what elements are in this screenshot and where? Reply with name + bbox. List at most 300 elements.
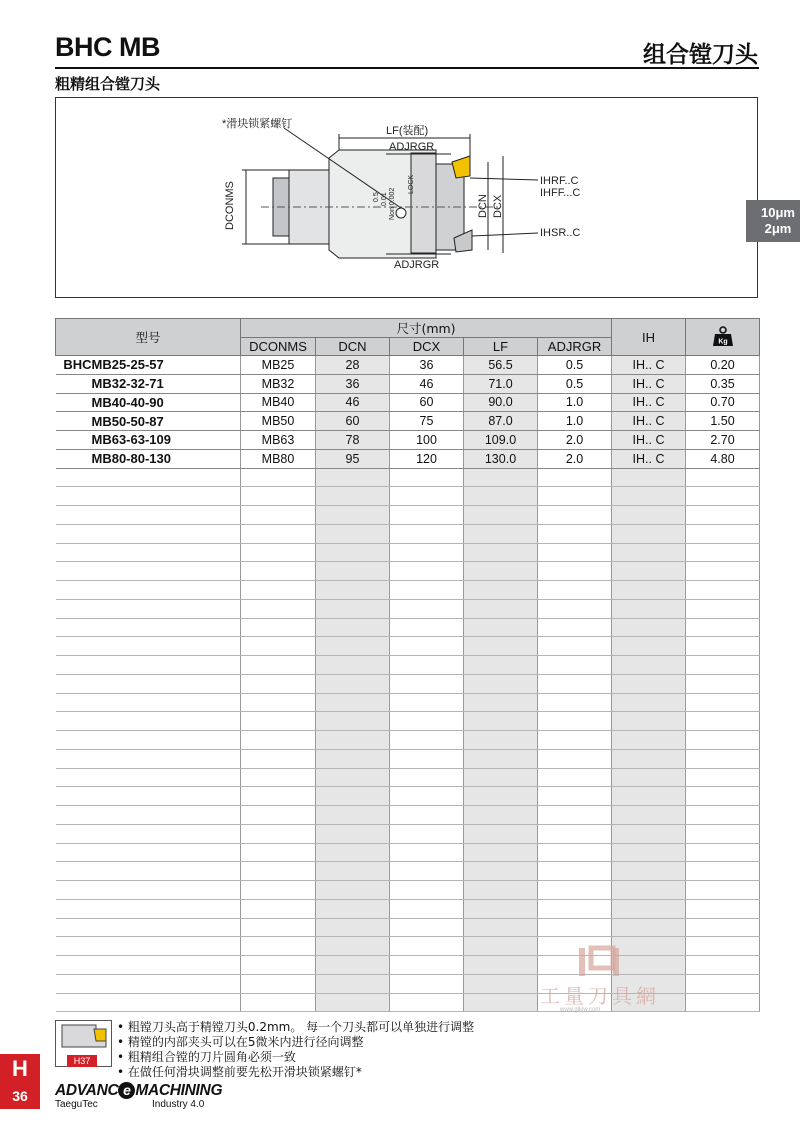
empty-cell bbox=[241, 806, 316, 825]
empty-cell bbox=[686, 487, 760, 506]
empty-cell bbox=[464, 956, 538, 975]
header-dconms: DCONMS bbox=[241, 338, 316, 356]
note-item: • 在做任何滑块调整前要先松开滑块锁紧螺钉* bbox=[117, 1065, 474, 1080]
empty-cell bbox=[390, 768, 464, 787]
empty-cell bbox=[56, 974, 241, 993]
dcn-cell: 36 bbox=[316, 374, 390, 393]
weight-icon-label: Kg bbox=[717, 338, 728, 345]
empty-cell bbox=[390, 993, 464, 1012]
empty-cell bbox=[464, 712, 538, 731]
empty-cell bbox=[686, 956, 760, 975]
empty-cell bbox=[316, 543, 390, 562]
empty-cell bbox=[612, 656, 686, 675]
empty-cell bbox=[241, 506, 316, 525]
dcn-cell: 60 bbox=[316, 412, 390, 431]
scale-label-3: Non 0.002 bbox=[389, 187, 396, 220]
weight-cell: 4.80 bbox=[686, 449, 760, 468]
empty-cell bbox=[56, 937, 241, 956]
empty-cell bbox=[538, 862, 612, 881]
empty-cell bbox=[56, 674, 241, 693]
empty-cell bbox=[538, 637, 612, 656]
empty-row bbox=[56, 956, 760, 975]
empty-cell bbox=[612, 618, 686, 637]
empty-row bbox=[56, 843, 760, 862]
empty-cell bbox=[316, 974, 390, 993]
lf-cell: 87.0 bbox=[464, 412, 538, 431]
empty-cell bbox=[390, 918, 464, 937]
empty-cell bbox=[612, 843, 686, 862]
empty-cell bbox=[241, 974, 316, 993]
empty-row bbox=[56, 618, 760, 637]
model-cell bbox=[56, 356, 241, 375]
empty-cell bbox=[316, 693, 390, 712]
header-ih: IH bbox=[612, 319, 686, 356]
empty-cell bbox=[56, 881, 241, 900]
notes-list bbox=[117, 1020, 474, 1080]
empty-cell bbox=[538, 731, 612, 750]
empty-cell bbox=[612, 899, 686, 918]
empty-cell bbox=[686, 749, 760, 768]
empty-cell bbox=[464, 862, 538, 881]
empty-cell bbox=[390, 599, 464, 618]
model-cell bbox=[56, 431, 241, 450]
empty-row bbox=[56, 918, 760, 937]
empty-cell bbox=[56, 843, 241, 862]
empty-cell bbox=[390, 543, 464, 562]
empty-cell bbox=[390, 524, 464, 543]
empty-cell bbox=[612, 674, 686, 693]
brand-sub-1: TaeguTec bbox=[55, 1099, 98, 1110]
empty-cell bbox=[56, 506, 241, 525]
note-item: • 粗精组合镗的刀片圆角必须一致 bbox=[117, 1050, 474, 1065]
empty-cell bbox=[241, 637, 316, 656]
empty-cell bbox=[390, 468, 464, 487]
header-adjrgr: ADJRGR bbox=[538, 338, 612, 356]
table-row bbox=[56, 356, 760, 375]
dconms-cell: MB32 bbox=[241, 374, 316, 393]
empty-row bbox=[56, 543, 760, 562]
empty-cell bbox=[686, 693, 760, 712]
empty-cell bbox=[241, 768, 316, 787]
empty-cell bbox=[316, 993, 390, 1012]
adjrgr-cell: 1.0 bbox=[538, 412, 612, 431]
empty-row bbox=[56, 937, 760, 956]
empty-cell bbox=[390, 693, 464, 712]
ih-cell: IH.. C bbox=[612, 431, 686, 450]
empty-cell bbox=[56, 768, 241, 787]
empty-cell bbox=[241, 599, 316, 618]
empty-cell bbox=[56, 712, 241, 731]
page-number: 36 bbox=[0, 1084, 40, 1109]
empty-cell bbox=[56, 918, 241, 937]
empty-cell bbox=[612, 543, 686, 562]
empty-cell bbox=[56, 656, 241, 675]
insert-tag: H37 bbox=[67, 1055, 97, 1067]
watermark-logo-icon bbox=[577, 944, 632, 980]
adjrgr-bottom-label: ADJRGR bbox=[394, 259, 440, 271]
brand-sub-2: Industry 4.0 bbox=[152, 1099, 205, 1110]
empty-cell bbox=[612, 712, 686, 731]
empty-cell bbox=[464, 824, 538, 843]
empty-cell bbox=[612, 749, 686, 768]
model-name: MB80-80-130 bbox=[91, 451, 171, 467]
brand-e: e bbox=[118, 1082, 135, 1099]
empty-row bbox=[56, 599, 760, 618]
model-prefix: BHC bbox=[63, 357, 92, 373]
empty-cell bbox=[56, 468, 241, 487]
empty-cell bbox=[464, 656, 538, 675]
empty-cell bbox=[390, 974, 464, 993]
empty-cell bbox=[686, 881, 760, 900]
empty-cell bbox=[56, 637, 241, 656]
empty-cell bbox=[241, 956, 316, 975]
empty-cell bbox=[686, 599, 760, 618]
empty-cell bbox=[316, 506, 390, 525]
empty-cell bbox=[538, 506, 612, 525]
dconms-cell: MB25 bbox=[241, 356, 316, 375]
empty-row bbox=[56, 712, 760, 731]
header-dcx: DCX bbox=[390, 338, 464, 356]
empty-cell bbox=[538, 899, 612, 918]
lf-label: LF(装配) bbox=[386, 125, 429, 137]
empty-cell bbox=[241, 749, 316, 768]
empty-cell bbox=[390, 937, 464, 956]
empty-cell bbox=[612, 524, 686, 543]
adjrgr-cell: 0.5 bbox=[538, 356, 612, 375]
dconms-cell: MB40 bbox=[241, 393, 316, 412]
empty-cell bbox=[686, 993, 760, 1012]
empty-cell bbox=[316, 749, 390, 768]
ih-cell: IH.. C bbox=[612, 449, 686, 468]
empty-cell bbox=[612, 693, 686, 712]
adjrgr-cell: 1.0 bbox=[538, 393, 612, 412]
insert-thumbnail-icon bbox=[56, 1021, 111, 1055]
empty-cell bbox=[316, 468, 390, 487]
empty-cell bbox=[464, 506, 538, 525]
empty-cell bbox=[241, 918, 316, 937]
empty-cell bbox=[464, 993, 538, 1012]
empty-cell bbox=[316, 581, 390, 600]
lock-label: LOCK bbox=[408, 174, 415, 194]
ih-cell: IH.. C bbox=[612, 374, 686, 393]
empty-cell bbox=[538, 581, 612, 600]
empty-cell bbox=[538, 674, 612, 693]
empty-cell bbox=[538, 749, 612, 768]
empty-cell bbox=[316, 712, 390, 731]
empty-cell bbox=[241, 487, 316, 506]
empty-cell bbox=[56, 487, 241, 506]
empty-cell bbox=[686, 468, 760, 487]
lock-screw-icon bbox=[396, 208, 406, 218]
tolerance-line-1: 10μm bbox=[761, 205, 795, 220]
empty-cell bbox=[686, 731, 760, 750]
empty-cell bbox=[538, 543, 612, 562]
empty-row bbox=[56, 806, 760, 825]
empty-cell bbox=[538, 806, 612, 825]
empty-cell bbox=[241, 843, 316, 862]
empty-cell bbox=[316, 487, 390, 506]
empty-cell bbox=[686, 787, 760, 806]
section-tab: H bbox=[0, 1054, 40, 1084]
empty-row bbox=[56, 656, 760, 675]
header-lf: LF bbox=[464, 338, 538, 356]
empty-cell bbox=[464, 487, 538, 506]
watermark-text: 工量刀具網 bbox=[540, 984, 660, 1008]
empty-cell bbox=[390, 674, 464, 693]
empty-cell bbox=[612, 787, 686, 806]
watermark-url: www.glkjw.com bbox=[560, 1007, 601, 1013]
empty-cell bbox=[56, 956, 241, 975]
empty-cell bbox=[241, 543, 316, 562]
empty-cell bbox=[316, 637, 390, 656]
model-name: MB50-50-87 bbox=[91, 413, 164, 429]
empty-cell bbox=[316, 618, 390, 637]
empty-cell bbox=[316, 937, 390, 956]
ihsr-label: IHSR..C bbox=[540, 227, 581, 239]
adjrgr-cell: 2.0 bbox=[538, 431, 612, 450]
empty-cell bbox=[390, 506, 464, 525]
empty-cell bbox=[241, 468, 316, 487]
empty-cell bbox=[56, 581, 241, 600]
header-model: 型号 bbox=[56, 319, 241, 356]
dcn-cell: 28 bbox=[316, 356, 390, 375]
empty-cell bbox=[241, 693, 316, 712]
insert-icon bbox=[452, 156, 470, 178]
lock-screw-label: *滑块锁紧螺钉 bbox=[222, 118, 293, 130]
header-weight bbox=[686, 319, 760, 356]
empty-cell bbox=[464, 524, 538, 543]
brand-part-2: MACHINING bbox=[135, 1082, 223, 1099]
table-row bbox=[56, 449, 760, 468]
ih-cell: IH.. C bbox=[612, 393, 686, 412]
adjrgr-cell: 2.0 bbox=[538, 449, 612, 468]
empty-cell bbox=[612, 862, 686, 881]
empty-cell bbox=[390, 487, 464, 506]
empty-cell bbox=[316, 881, 390, 900]
empty-cell bbox=[316, 562, 390, 581]
empty-cell bbox=[464, 468, 538, 487]
empty-row bbox=[56, 881, 760, 900]
model-name: MB32-32-71 bbox=[91, 376, 164, 392]
empty-cell bbox=[686, 656, 760, 675]
empty-cell bbox=[464, 806, 538, 825]
empty-cell bbox=[538, 599, 612, 618]
brand-part-1: ADVANC bbox=[55, 1082, 119, 1099]
weight-cell: 0.20 bbox=[686, 356, 760, 375]
empty-cell bbox=[464, 768, 538, 787]
empty-cell bbox=[686, 562, 760, 581]
empty-cell bbox=[686, 974, 760, 993]
empty-cell bbox=[612, 562, 686, 581]
title-rule bbox=[55, 67, 759, 69]
brand-logo bbox=[55, 1082, 222, 1100]
note-item: • 精镗的内部夹头可以在5微米内进行径向调整 bbox=[117, 1035, 474, 1050]
empty-cell bbox=[612, 881, 686, 900]
scale-label-2: 0.01 bbox=[381, 192, 388, 206]
dconms-cell: MB63 bbox=[241, 431, 316, 450]
empty-cell bbox=[390, 581, 464, 600]
empty-cell bbox=[464, 693, 538, 712]
weight-cell: 2.70 bbox=[686, 431, 760, 450]
empty-cell bbox=[538, 768, 612, 787]
lf-cell: 109.0 bbox=[464, 431, 538, 450]
empty-cell bbox=[316, 787, 390, 806]
weight-cell: 0.70 bbox=[686, 393, 760, 412]
model-cell bbox=[56, 412, 241, 431]
empty-cell bbox=[464, 637, 538, 656]
spec-table bbox=[55, 318, 760, 1012]
empty-cell bbox=[56, 693, 241, 712]
model-name: MB63-63-109 bbox=[91, 432, 171, 448]
empty-cell bbox=[316, 599, 390, 618]
empty-cell bbox=[612, 468, 686, 487]
empty-cell bbox=[464, 581, 538, 600]
empty-cell bbox=[56, 787, 241, 806]
empty-cell bbox=[56, 899, 241, 918]
empty-cell bbox=[56, 731, 241, 750]
page-title-cn: 组合镗刀头 bbox=[643, 42, 758, 68]
empty-cell bbox=[316, 768, 390, 787]
lf-cell: 130.0 bbox=[464, 449, 538, 468]
empty-cell bbox=[538, 843, 612, 862]
ih-cell: IH.. C bbox=[612, 412, 686, 431]
empty-cell bbox=[686, 543, 760, 562]
empty-cell bbox=[316, 731, 390, 750]
empty-cell bbox=[241, 787, 316, 806]
empty-cell bbox=[390, 956, 464, 975]
empty-cell bbox=[686, 618, 760, 637]
empty-cell bbox=[538, 562, 612, 581]
empty-cell bbox=[686, 768, 760, 787]
empty-cell bbox=[390, 787, 464, 806]
empty-cell bbox=[686, 712, 760, 731]
empty-cell bbox=[241, 881, 316, 900]
empty-cell bbox=[241, 618, 316, 637]
ihff-label: IHFF...C bbox=[540, 187, 581, 199]
empty-cell bbox=[316, 899, 390, 918]
empty-cell bbox=[316, 862, 390, 881]
empty-cell bbox=[241, 656, 316, 675]
empty-cell bbox=[538, 881, 612, 900]
header-dimensions: 尺寸(mm) bbox=[241, 319, 612, 338]
empty-cell bbox=[464, 787, 538, 806]
lf-cell: 71.0 bbox=[464, 374, 538, 393]
empty-cell bbox=[686, 824, 760, 843]
empty-cell bbox=[241, 712, 316, 731]
empty-cell bbox=[316, 824, 390, 843]
empty-cell bbox=[612, 637, 686, 656]
empty-row bbox=[56, 899, 760, 918]
empty-cell bbox=[538, 524, 612, 543]
dcx-cell: 75 bbox=[390, 412, 464, 431]
empty-cell bbox=[686, 918, 760, 937]
empty-cell bbox=[241, 899, 316, 918]
table-row bbox=[56, 431, 760, 450]
empty-cell bbox=[686, 937, 760, 956]
empty-cell bbox=[686, 862, 760, 881]
adjrgr-top-label: ADJRGR bbox=[389, 141, 435, 153]
empty-cell bbox=[464, 731, 538, 750]
dcn-cell: 46 bbox=[316, 393, 390, 412]
empty-cell bbox=[241, 524, 316, 543]
empty-cell bbox=[316, 806, 390, 825]
empty-cell bbox=[464, 843, 538, 862]
empty-cell bbox=[390, 881, 464, 900]
weight-cell: 0.35 bbox=[686, 374, 760, 393]
empty-row bbox=[56, 731, 760, 750]
model-cell bbox=[56, 449, 241, 468]
empty-cell bbox=[686, 524, 760, 543]
model-cell bbox=[56, 374, 241, 393]
empty-cell bbox=[316, 918, 390, 937]
page-subtitle: 粗精组合镗刀头 bbox=[55, 75, 161, 93]
empty-cell bbox=[464, 974, 538, 993]
empty-cell bbox=[390, 899, 464, 918]
empty-row bbox=[56, 562, 760, 581]
empty-cell bbox=[316, 956, 390, 975]
weight-cell: 1.50 bbox=[686, 412, 760, 431]
adjrgr-cell: 0.5 bbox=[538, 374, 612, 393]
empty-cell bbox=[316, 843, 390, 862]
empty-row bbox=[56, 506, 760, 525]
empty-row bbox=[56, 674, 760, 693]
empty-row bbox=[56, 749, 760, 768]
empty-cell bbox=[464, 881, 538, 900]
empty-cell bbox=[464, 543, 538, 562]
empty-cell bbox=[241, 862, 316, 881]
empty-cell bbox=[538, 468, 612, 487]
dcn-cell: 78 bbox=[316, 431, 390, 450]
empty-cell bbox=[390, 712, 464, 731]
dconms-label: DCONMS bbox=[224, 181, 236, 230]
slide-block bbox=[411, 153, 436, 253]
empty-cell bbox=[612, 806, 686, 825]
empty-cell bbox=[390, 749, 464, 768]
empty-cell bbox=[241, 993, 316, 1012]
model-name: MB25-25-57 bbox=[91, 357, 164, 373]
empty-cell bbox=[241, 581, 316, 600]
empty-cell bbox=[538, 712, 612, 731]
diagram-panel bbox=[55, 97, 795, 298]
tolerance-line-2: 2μm bbox=[764, 221, 792, 236]
empty-cell bbox=[390, 843, 464, 862]
model-cell bbox=[56, 393, 241, 412]
empty-cell bbox=[538, 487, 612, 506]
empty-cell bbox=[686, 637, 760, 656]
empty-cell bbox=[241, 562, 316, 581]
empty-cell bbox=[464, 749, 538, 768]
empty-cell bbox=[612, 599, 686, 618]
empty-cell bbox=[686, 581, 760, 600]
empty-cell bbox=[56, 562, 241, 581]
note-item: • 粗镗刀头高于精镗刀头0.2mm。 每一个刀头都可以单独进行调整 bbox=[117, 1020, 474, 1035]
dconms-cell: MB80 bbox=[241, 449, 316, 468]
empty-cell bbox=[612, 487, 686, 506]
dcx-cell: 120 bbox=[390, 449, 464, 468]
empty-cell bbox=[56, 824, 241, 843]
dcx-cell: 100 bbox=[390, 431, 464, 450]
empty-cell bbox=[390, 862, 464, 881]
dcx-cell: 46 bbox=[390, 374, 464, 393]
empty-cell bbox=[686, 506, 760, 525]
ihrf-label: IHRF..C bbox=[540, 175, 579, 187]
empty-cell bbox=[538, 618, 612, 637]
empty-cell bbox=[390, 656, 464, 675]
empty-cell bbox=[241, 674, 316, 693]
empty-cell bbox=[538, 824, 612, 843]
empty-cell bbox=[686, 843, 760, 862]
lf-cell: 90.0 bbox=[464, 393, 538, 412]
